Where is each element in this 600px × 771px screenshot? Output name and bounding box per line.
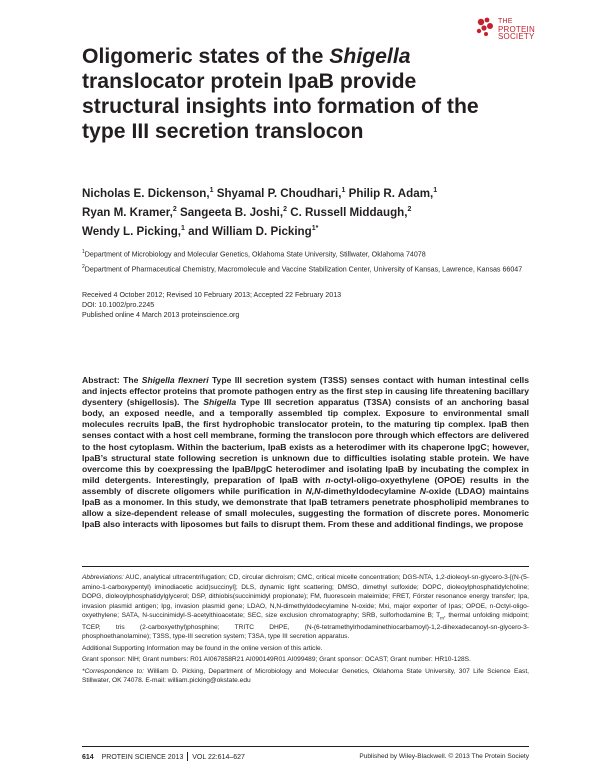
title-italic-genus: Shigella: [329, 45, 411, 68]
journal-name: PROTEIN SCIENCE 2013: [101, 754, 184, 761]
publisher-line: Published by Wiley-Blackwell. © 2013 The Protein Society: [359, 753, 529, 760]
footnote-divider: [82, 566, 529, 567]
supporting-info-note: Additional Supporting Information may be found in the online version of this article.: [82, 644, 323, 652]
footer-divider: [82, 746, 529, 747]
affiliation: $^1$Department of Microbiology and Molecular Genetics, Oklahoma State University, Stillwater, Oklahoma 74078: [82, 249, 426, 259]
footnotes: [82, 573, 529, 688]
received-dates: Received 4 October 2012; Revised 10 February 2013; Accepted 22 February 2013: [82, 291, 342, 299]
abbreviations: Abbreviations: AUC, analytical ultracentrifugation; CD, circular dichroism; CMC, critical micelle concentration; DGS-NTA, 1,2-dioleoyl-sn-glycero-3-[(N-(5-amino-1-carboxypentyl) iminodiacetic acid)succinyl]; DLS, dynamic light scattering; DMSO, dimethyl sulfoxide; DOPC, dioleoylphosphatidylcholine; DOPG, dioleoylphosphatidylglycerol; DSP, dithiobis(succinimidyl propionate); FM, fluorescein maleimide; FRET, Förster resonance energy transfer; Ipa, invasion plasmid antigen; Ipg, invasion plasmid gene; LDAO, N,N-dimethyldodecylamine N-oxide; Mxi, major exporter of Ipas; OPOE, n-Octyl-oligo-oxyethylene; SATA, N-succinimidyl-S-acetylthioacetate; SEC, size exclusion chromatography; SRB, sulforhodamine B; $T_m$, thermal unfolding midpoint; TCEP, tris (2-carboxyethyl)phosphine; TRITC DHPE, (N-(6-tetramethylrhodaminethiocarbamoyl)-1,2-dihexadecanoyl-sn-glycero-3-phosphoethanolamine); T3SS, type-III secretion system; T3SA, type III secretion apparatus.: [82, 574, 529, 641]
doi-link[interactable]: DOI: 10.1002/pro.2245: [82, 301, 155, 309]
page-number: 614: [82, 754, 94, 761]
logo-line-2: PROTEIN: [498, 24, 535, 34]
logo-line-3: SOCIETY: [498, 32, 535, 41]
author: Wendy L. Picking,$^1$: [82, 224, 185, 238]
correspondence: *Correspondence to: William D. Picking, Department of Microbiology and Molecular Genetics, Oklahoma State University, 307 Life Science East, Stillwater, OK 74078. E-mail: william.picking@okstate.edu: [82, 667, 529, 685]
article-title: [82, 44, 512, 144]
affiliations: [82, 247, 532, 278]
author: C. Russell Middaugh,$^2$: [290, 205, 412, 219]
title-part-1: Oligomeric states of the: [82, 45, 330, 68]
author: Nicholas E. Dickenson,$^1$: [82, 186, 214, 200]
author-list: [82, 183, 522, 240]
affiliation: $^2$Department of Pharmaceutical Chemistry, Macromolecule and Vaccine Stabilization Center, University of Kansas, Lawrence, Kansas 66047: [82, 264, 523, 274]
logo-text: [498, 18, 535, 41]
title-part-2: translocator protein IpaB provide structural insights into formation of the type III secretion translocon: [82, 70, 479, 143]
author: Sangeeta B. Joshi,$^2$: [180, 205, 287, 219]
author: Shyamal P. Choudhari,$^1$: [216, 186, 346, 200]
volume-info: VOL 22:614–627: [192, 754, 245, 761]
abstract-label: Abstract:: [82, 375, 120, 385]
page-footer: [82, 752, 245, 761]
author: Ryan M. Kramer,$^2$: [82, 205, 177, 219]
abstract: Abstract: The Shigella flexneri Type III secretion system (T3SS) senses contact with human intestinal cells and injects effector proteins that promote pathogen entry as the first step in causing life threatening bacillary dysentery (shigellosis). The Shigella Type III secretion apparatus (T3SA) consists of an anchoring basal body, an exposed needle, and a temporally assembled tip complex. Exposure to environmental small molecules recruits IpaB, the first hydrophobic translocator protein, to the maturing tip complex. IpaB then senses contact with a host cell membrane, forming the translocon pore through which effectors are delivered to the host cytoplasm. Within the bacterium, IpaB exists as a heterodimer with its chaperone IpgC; however, IpaB’s structural state following secretion is unknown due to difficulties isolating stable protein. We have overcome this by coexpressing the IpaB/IpgC heterodimer and isolating IpaB by incubating the complex in mild detergents. Interestingly, preparation of IpaB with n-octyl-oligo-oxyethylene (OPOE) results in the assembly of discrete oligomers while purification in N,N-dimethyldodecylamine N-oxide (LDAO) maintains IpaB as a monomer. In this study, we demonstrate that IpaB tetramers penetrate phospholipid membranes to allow a size-dependent release of small molecules, suggesting the formation of discrete pores. Monomeric IpaB also interacts with liposomes but fails to disrupt them. From these and additional findings, we propose: [82, 375, 529, 530]
author: Philip R. Adam,$^1$: [348, 186, 438, 200]
published-online: Published online 4 March 2013 proteinscience.org: [82, 311, 240, 319]
logo-line-1: THE: [498, 18, 513, 25]
footer-separator: [187, 752, 188, 761]
protein-society-logo-icon: [474, 16, 496, 38]
author: and William D. Picking$^{1*}$: [188, 224, 319, 238]
article-history: [82, 290, 532, 320]
grant-info: Grant sponsor: NIH; Grant numbers: R01 AI067858R21 AI090149R01 AI099489; Grant sponsor: OCAST; Grant number: HR10-128S.: [82, 656, 471, 664]
